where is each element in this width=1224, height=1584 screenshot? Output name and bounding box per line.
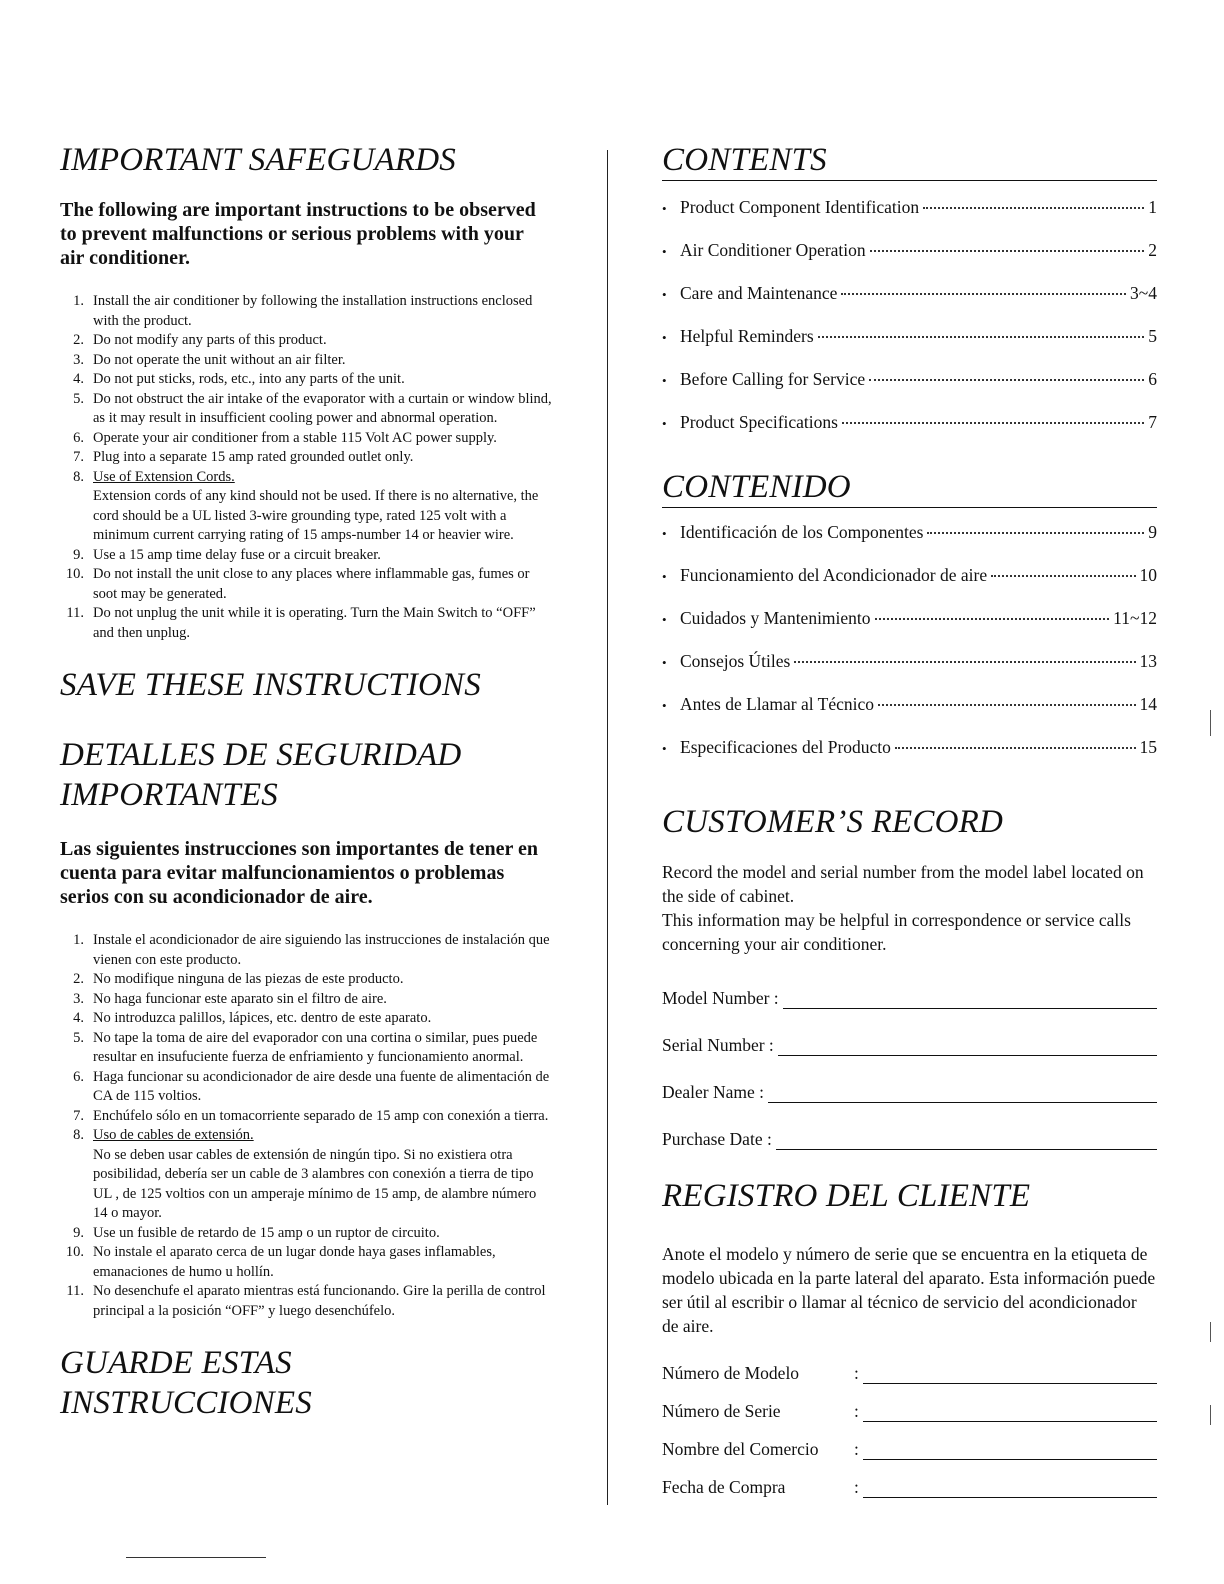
toc-entry bbox=[662, 197, 1157, 240]
list-item bbox=[60, 1243, 552, 1282]
toc-page: 5 bbox=[1148, 326, 1157, 346]
item-text: No modifique ninguna de las piezas de este producto. bbox=[93, 971, 404, 987]
bullet-icon: • bbox=[662, 612, 667, 627]
record-field bbox=[662, 962, 1157, 1009]
list-item bbox=[60, 1009, 552, 1029]
registro-field bbox=[662, 1346, 1157, 1384]
field-label: Model Number : bbox=[662, 988, 779, 1008]
item-heading: Use of Extension Cords. bbox=[93, 468, 235, 485]
registro-field bbox=[662, 1384, 1157, 1422]
item-text: No instale el aparato cerca de un lugar donde haya gases inflamables, emanaciones de humo u hollín. bbox=[93, 1244, 496, 1280]
item-text: Use un fusible de retardo de 15 amp o un ruptor de circuito. bbox=[93, 1224, 440, 1241]
item-number: 7. bbox=[73, 449, 84, 465]
field-label: Fecha de Compra bbox=[662, 1477, 786, 1497]
item-number: 6. bbox=[73, 429, 84, 446]
item-text: No introduzca palillos, lápices, etc. dentro de este aparato. bbox=[93, 1010, 432, 1026]
toc-label: Product Component Identification bbox=[680, 197, 920, 217]
toc-label: Cuidados y Mantenimiento bbox=[680, 608, 871, 628]
dot-leader bbox=[794, 661, 1135, 663]
toc-label: Before Calling for Service bbox=[680, 369, 866, 389]
item-text: Do not put sticks, rods, etc., into any parts of the unit. bbox=[93, 371, 405, 387]
blank-line bbox=[863, 1481, 1157, 1498]
blank-line bbox=[863, 1405, 1157, 1422]
item-text: Extension cords of any kind should not be used. If there is no alternative, the cord should be a UL listed 3-wire grounding type, rated 125 volt with a minimum current carrying rating of 15 amps-number 14 or heavier wire. bbox=[93, 488, 539, 543]
toc-page: 6 bbox=[1148, 369, 1157, 389]
blank-line bbox=[863, 1367, 1157, 1384]
dot-leader bbox=[875, 618, 1110, 620]
bullet-icon: • bbox=[662, 569, 667, 584]
dot-leader bbox=[870, 250, 1145, 252]
item-text: Do not install the unit close to any places where inflammable gas, fumes or soot may be generated. bbox=[93, 566, 530, 602]
list-item bbox=[60, 1282, 552, 1321]
customer-record-title: CUSTOMER’S RECORD bbox=[662, 804, 1004, 840]
safeguards-title: IMPORTANT SAFEGUARDS bbox=[60, 142, 456, 178]
record-field bbox=[662, 1103, 1157, 1150]
toc-page: 2 bbox=[1148, 240, 1157, 260]
left-column bbox=[60, 140, 552, 1423]
list-item bbox=[60, 604, 552, 643]
item-number: 10. bbox=[65, 1244, 84, 1260]
toc-entry bbox=[662, 522, 1157, 565]
toc-entry bbox=[662, 565, 1157, 608]
registro-field bbox=[662, 1422, 1157, 1460]
field-colon: : bbox=[854, 1439, 859, 1459]
record-note: This information may be helpful in correspondence or service calls concerning your air conditioner. bbox=[662, 910, 1131, 954]
toc-entry bbox=[662, 651, 1157, 694]
field-label: Serial Number : bbox=[662, 1035, 774, 1055]
list-item bbox=[60, 565, 552, 604]
field-label: Número de Serie bbox=[662, 1401, 781, 1421]
toc-entry bbox=[662, 412, 1157, 455]
list-item bbox=[60, 468, 552, 546]
item-heading: Uso de cables de extensión. bbox=[93, 1127, 254, 1143]
seguridad-intro: Las siguientes instrucciones son importantes de tener en cuenta para evitar malfuncionamientos o problemas serios con su acondicionador de aire. bbox=[60, 838, 538, 908]
dot-leader bbox=[927, 532, 1144, 534]
item-number: 6. bbox=[73, 1068, 84, 1085]
field-colon: : bbox=[854, 1363, 859, 1383]
item-text: No tape la toma de aire del evaporador con una cortina o similar, pues puede resultar en insufuciente fuerza de enfriamiento y funcionamiento anormal. bbox=[93, 1029, 538, 1065]
field-label: Purchase Date : bbox=[662, 1129, 772, 1149]
item-number: 11. bbox=[66, 1283, 84, 1299]
item-text: Instale el acondicionador de aire siguiendo las instrucciones de instalación que vienen con este producto. bbox=[93, 932, 550, 968]
item-number: 10. bbox=[65, 566, 84, 582]
list-item bbox=[60, 448, 552, 468]
toc-page: 11~12 bbox=[1113, 608, 1157, 628]
item-text: Do not unplug the unit while it is operating. Turn the Main Switch to “OFF” and then unplug. bbox=[93, 605, 536, 641]
item-number: 9. bbox=[73, 546, 84, 563]
list-item bbox=[60, 331, 552, 351]
field-colon: : bbox=[854, 1477, 859, 1497]
toc-label: Funcionamiento del Acondicionador de aire bbox=[680, 565, 988, 585]
item-text: Haga funcionar su acondicionador de aire desde una fuente de alimentación de CA de 115 voltios. bbox=[93, 1068, 550, 1104]
bullet-icon: • bbox=[662, 201, 667, 216]
toc-entry bbox=[662, 737, 1157, 780]
list-item bbox=[60, 351, 552, 371]
toc-page: 14 bbox=[1139, 694, 1157, 714]
toc-label: Consejos Útiles bbox=[680, 651, 791, 671]
contents-list bbox=[662, 197, 1157, 455]
margin-mark bbox=[1210, 710, 1211, 736]
toc-label: Antes de Llamar al Técnico bbox=[680, 694, 875, 714]
item-text: Do not operate the unit without an air filter. bbox=[93, 351, 346, 368]
toc-label: Care and Maintenance bbox=[680, 283, 838, 303]
dot-leader bbox=[991, 575, 1135, 577]
item-text: Do not modify any parts of this product. bbox=[93, 332, 327, 348]
margin-mark bbox=[1210, 1405, 1211, 1425]
dot-leader bbox=[895, 747, 1136, 749]
registro-title: REGISTRO DEL CLIENTE bbox=[662, 1178, 1031, 1214]
toc-page: 3~4 bbox=[1130, 283, 1157, 303]
bullet-icon: • bbox=[662, 655, 667, 670]
bullet-icon: • bbox=[662, 741, 667, 756]
toc-entry bbox=[662, 369, 1157, 412]
item-text: Operate your air conditioner from a stable 115 Volt AC power supply. bbox=[93, 429, 497, 446]
field-label: Dealer Name : bbox=[662, 1082, 765, 1102]
toc-page: 9 bbox=[1148, 522, 1157, 542]
list-item bbox=[60, 429, 552, 449]
list-item bbox=[60, 931, 552, 970]
safeguards-intro: The following are important instructions to be observed to prevent malfunctions or serious problems with your air conditioner. bbox=[60, 199, 536, 269]
blank-line bbox=[863, 1443, 1157, 1460]
bullet-icon: • bbox=[662, 330, 667, 345]
item-number: 7. bbox=[73, 1107, 84, 1124]
item-text: No haga funcionar este aparato sin el filtro de aire. bbox=[93, 990, 387, 1007]
toc-page: 13 bbox=[1139, 651, 1157, 671]
column-divider bbox=[607, 150, 608, 1505]
toc-label: Especificaciones del Producto bbox=[680, 737, 891, 757]
toc-entry bbox=[662, 694, 1157, 737]
record-fields bbox=[662, 962, 1157, 1150]
seguridad-list bbox=[60, 931, 552, 1321]
item-number: 3. bbox=[73, 990, 84, 1007]
toc-page: 7 bbox=[1148, 412, 1157, 432]
record-field bbox=[662, 1056, 1157, 1103]
item-text: No se deben usar cables de extensión de ningún tipo. Si no existiera otra posibilidad, debería ser un cable de 3 alambres con conexión a tierra de tipo UL , de 125 voltios con un amperaje mínimo de 15 amp, de alambre número 14 o mayor. bbox=[93, 1146, 537, 1221]
item-number: 2. bbox=[73, 971, 84, 987]
registro-fields bbox=[662, 1346, 1157, 1498]
list-item bbox=[60, 1068, 552, 1107]
toc-entry bbox=[662, 608, 1157, 651]
toc-label: Identificación de los Componentes bbox=[680, 522, 924, 542]
list-item bbox=[60, 1107, 552, 1127]
bullet-icon: • bbox=[662, 287, 667, 302]
item-number: 1. bbox=[73, 293, 84, 309]
contents-title: CONTENTS bbox=[662, 140, 1157, 181]
dot-leader bbox=[878, 704, 1135, 706]
field-label: Número de Modelo bbox=[662, 1363, 800, 1383]
dot-leader bbox=[842, 422, 1144, 424]
toc-page: 10 bbox=[1139, 565, 1157, 585]
margin-mark bbox=[1210, 1322, 1211, 1342]
bullet-icon: • bbox=[662, 698, 667, 713]
item-number: 5. bbox=[73, 390, 84, 407]
right-column bbox=[662, 140, 1157, 1498]
item-text: No desenchufe el aparato mientras está funcionando. Gire la perilla de control principal a la posición “OFF” y luego desenchúfelo. bbox=[93, 1283, 546, 1319]
blank-line bbox=[778, 1039, 1157, 1056]
blank-line bbox=[768, 1086, 1157, 1103]
item-text: Use a 15 amp time delay fuse or a circuit breaker. bbox=[93, 546, 381, 563]
registro-instructions: Anote el modelo y número de serie que se encuentra en la etiqueta de modelo ubicada en la parte lateral del aparato. Esta información puede ser útil al escribir o llamar al técnico de servicio del acondicionador de aire. bbox=[662, 1244, 1156, 1336]
field-label: Nombre del Comercio bbox=[662, 1439, 819, 1459]
dot-leader bbox=[869, 379, 1144, 381]
seguridad-title-line2: IMPORTANTES bbox=[60, 777, 278, 813]
seguridad-title-line1: DETALLES DE SEGURIDAD bbox=[60, 737, 462, 773]
record-field bbox=[662, 1009, 1157, 1056]
item-number: 5. bbox=[73, 1029, 84, 1046]
item-text: Enchúfelo sólo en un tomacorriente separado de 15 amp con conexión a tierra. bbox=[93, 1107, 549, 1124]
list-item bbox=[60, 1029, 552, 1068]
record-instructions: Record the model and serial number from the model label located on the side of cabinet. bbox=[662, 862, 1144, 906]
item-text: Install the air conditioner by following the installation instructions enclosed with the product. bbox=[93, 293, 533, 329]
contenido-list bbox=[662, 522, 1157, 780]
guarde-instructions-title: GUARDE ESTAS INSTRUCCIONES bbox=[60, 1345, 312, 1421]
list-item bbox=[60, 370, 552, 390]
item-number: 8. bbox=[73, 468, 84, 485]
dot-leader bbox=[818, 336, 1145, 338]
item-text: Plug into a separate 15 amp rated grounded outlet only. bbox=[93, 449, 414, 465]
toc-page: 15 bbox=[1139, 737, 1157, 757]
list-item bbox=[60, 1126, 552, 1224]
toc-entry bbox=[662, 240, 1157, 283]
blank-line bbox=[783, 992, 1157, 1009]
bullet-icon: • bbox=[662, 416, 667, 431]
item-number: 4. bbox=[73, 371, 84, 387]
toc-entry bbox=[662, 326, 1157, 369]
safeguards-list bbox=[60, 292, 552, 643]
item-number: 4. bbox=[73, 1010, 84, 1026]
item-number: 11. bbox=[66, 605, 84, 621]
item-number: 9. bbox=[73, 1224, 84, 1241]
item-number: 8. bbox=[73, 1127, 84, 1143]
toc-entry bbox=[662, 283, 1157, 326]
contenido-title: CONTENIDO bbox=[662, 467, 1157, 508]
bullet-icon: • bbox=[662, 373, 667, 388]
list-item bbox=[60, 292, 552, 331]
toc-label: Helpful Reminders bbox=[680, 326, 814, 346]
toc-label: Air Conditioner Operation bbox=[680, 240, 866, 260]
toc-label: Product Specifications bbox=[680, 412, 838, 432]
item-number: 1. bbox=[73, 932, 84, 948]
registro-field bbox=[662, 1460, 1157, 1498]
list-item bbox=[60, 990, 552, 1010]
blank-line bbox=[776, 1133, 1157, 1150]
bullet-icon: • bbox=[662, 244, 667, 259]
item-number: 2. bbox=[73, 332, 84, 348]
toc-page: 1 bbox=[1148, 197, 1157, 217]
dot-leader bbox=[923, 207, 1144, 209]
list-item bbox=[60, 1224, 552, 1244]
footer-rule bbox=[126, 1557, 266, 1558]
item-number: 3. bbox=[73, 351, 84, 368]
list-item bbox=[60, 390, 552, 429]
list-item bbox=[60, 546, 552, 566]
field-colon: : bbox=[854, 1401, 859, 1421]
item-text: Do not obstruct the air intake of the evaporator with a curtain or window blind, as it may result in insufficient cooling power and abnormal operation. bbox=[93, 390, 552, 426]
dot-leader bbox=[841, 293, 1126, 295]
bullet-icon: • bbox=[662, 526, 667, 541]
list-item bbox=[60, 970, 552, 990]
save-instructions-title: SAVE THESE INSTRUCTIONS bbox=[60, 667, 481, 703]
